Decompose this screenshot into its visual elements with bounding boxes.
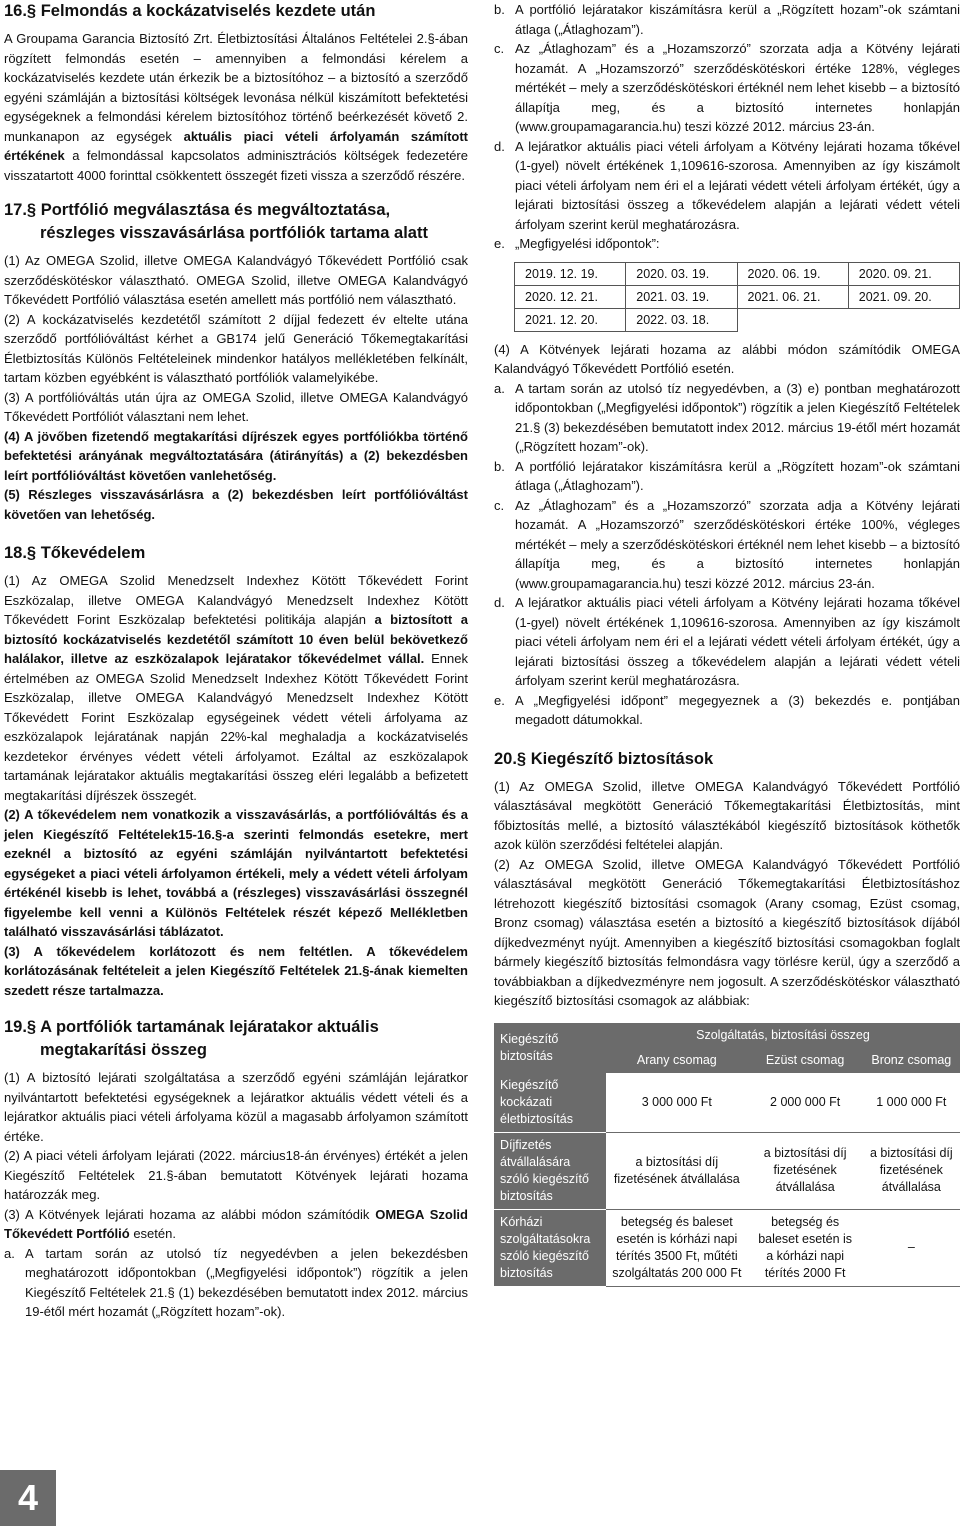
benefit-row-label: Kiegészítő kockázati életbiztosítás	[494, 1073, 606, 1133]
item-text: A lejáratkor aktuális piaci vételi árfolyam a Kötvény lejárati hozama tőkével (1-gyel) növelt értékének 1,109616-szorosa. Amennyiben az így kiszámolt piaci vételi árfolyam nem éri el a lejárati védett vételi árfolyam értékét, úgy a lejárati biztosítási összeg a tőkevédelem alapján a lejárati védett vételi árfolyam szerint kerül meghatározásra.	[515, 138, 960, 232]
dates-row	[515, 308, 960, 331]
item-text: Az „Átlaghozam” és a „Hozamszorzó” szorzata adja a Kötvény lejárati hozamát. A „Hozamszorzó” szerződéskötéskori értéke 128%, végleges mértékét – mely a szerződéskötéskori értéknél nem lehet kisebb – a biztosító állapítja meg, és a biztosító internetes honlapján (www.groupamagarancia.hu) teszi közzé 2012. március 23-án.	[515, 41, 960, 134]
benefit-cell: a biztosítási díj fizetésének átvállalása	[863, 1132, 960, 1209]
benefits-group-header: Szolgáltatás, biztosítási összeg	[606, 1023, 960, 1048]
item-marker: e.	[494, 236, 505, 251]
section-17-title	[4, 199, 468, 245]
benefits-row	[494, 1073, 960, 1133]
date-cell: 2021. 12. 20.	[515, 308, 626, 331]
benefit-cell: a biztosítási díj fizetésének átvállalása	[606, 1132, 748, 1209]
s17-p4: (4) A jövőben fizetendő megtakarítási díjrészek egyes portfóliókba történő befektetési arányának megváltoztatására (átirányítás) a (2) bekezdésben leírt portfólióváltást követően vanlehetőség.	[4, 428, 468, 483]
s17-title-line2: részleges visszavásárlása portfóliók tartama alatt	[40, 224, 428, 242]
item-marker: c.	[494, 497, 505, 513]
s19-p3-b: OMEGA Szolid Tőkevédett Portfólió	[4, 1206, 468, 1241]
package-header-bronz: Bronz csomag	[863, 1048, 960, 1073]
s17-p3: (3) A portfólióváltás után újra az OMEGA Szolid, illetve OMEGA Kalandvágyó Tőkevédett Portfóliót választani nem lehet.	[4, 389, 468, 424]
date-cell: 2019. 12. 19.	[515, 262, 626, 285]
item-marker: e.	[494, 692, 505, 708]
date-cell: 2020. 09. 21.	[848, 262, 959, 285]
date-cell: 2022. 03. 18.	[626, 308, 737, 331]
r1-item-d	[494, 137, 960, 235]
r2-item-d	[494, 593, 960, 691]
r1-item-b	[494, 0, 960, 39]
right-column	[494, 0, 960, 1287]
item-text: A portfólió lejáratakor kiszámításra kerül a „Rögzített hozam”-ok számtani átlaga („Átlaghozam”).	[515, 2, 960, 37]
section-20-title: 20.§ Kiegészítő biztosítások	[494, 749, 714, 768]
section-18-title: 18.§ Tőkevédelem	[4, 544, 146, 562]
s20-p2: (2) Az OMEGA Szolid, illetve OMEGA Kalandvágyó Tőkevédett Portfólió választásával megkötött Generáció Tőkemegtakarítási Életbiztosításhoz létrehozott kiegészítő biztosítási csomagok (Arany csomag, Ezüst csomag, Bronz csomag) választása esetén a biztosító a kiegészítő biztosítások díjából díjkedvezményt nyújt. Amennyiben a kiegészítő biztosítási csomagokban foglalt bármely kiegészítő biztosítás felmondásra vagy törlésre kerül, úgy a szerződő a továbbiakban a díjkedvezményre nem jogosult. A szerződéskötéskor választható kiegészítő biztosítási csomagok az alábbiak:	[494, 856, 960, 1008]
s19-p3-c: esetén.	[133, 1226, 176, 1241]
benefit-row-label: Díjfizetés átvállalására szóló kiegészítő biztosítás	[494, 1132, 606, 1209]
s19-p3	[4, 1205, 468, 1244]
item-text: A portfólió lejáratakor kiszámításra kerül a „Rögzített hozam”-ok számtani átlaga („Átlaghozam”).	[515, 458, 960, 493]
item-marker: d.	[494, 138, 505, 154]
s20-p1: (1) Az OMEGA Szolid, illetve OMEGA Kalandvágyó Tőkevédett Portfólió választásával megkötött Generáció Tőkemegtakarítási Életbiztosítás, mint főbiztosítás mellé, a biztosító választékából kiegészítő biztosítások köthetők azok külön szerződési feltételei alapján.	[494, 778, 960, 852]
item-text: A tartam során az utolsó tíz negyedévben, a (3) e) pontban meghatározott időpontokban („Megfigyelési időpontok”) rögzítik a jelen Kiegészítő Feltételek 21.§ (3) bekezdésében bemutatott index 2012. március 19-étől mért hozamát („Rögzített hozam”-ok).	[515, 380, 960, 454]
r2-item-a	[494, 379, 960, 457]
item-marker: a.	[4, 1245, 15, 1261]
s17-title-line1: 17.§ Portfólió megválasztása és megváltoztatása,	[4, 201, 391, 219]
s19-title-line2: megtakarítási összeg	[40, 1041, 207, 1059]
r2-item-b	[494, 457, 960, 496]
benefits-header-row	[494, 1023, 960, 1048]
s18-p2: (2) A tőkevédelem nem vonatkozik a visszavásárlás, a portfólióváltás és a jelen Kiegészítő Feltételek15-16.§-a szerinti felmondás esetekre, mert ezeknél a biztosító az egyéni számláján nyilvántartott befektetési egységeket a piaci vételi árfolyamon értékeli, mely a védett vételi árfolyam értékénél kisebb is lehet, továbbá a (részleges) visszavásárlási összegnél figyelembe kell venni a Különös Feltételek részét képező Mellékletben található visszavásárlási táblázatot.	[4, 807, 468, 939]
date-cell: 2021. 06. 21.	[737, 285, 848, 308]
r2-item-c	[494, 496, 960, 594]
s19-p2: (2) A piaci vételi árfolyam lejárati (2022. március18-án érvényes) értékét a jelen Kiegészítő Feltételek 21.§-ában bemutatott Kötvények lejárati hozama határozzák meg.	[4, 1148, 468, 1202]
item-marker: a.	[494, 380, 505, 396]
date-cell: 2021. 03. 19.	[626, 285, 737, 308]
benefit-cell: betegség és baleset esetén is kórházi napi térítés 3500 Ft, műtéti szolgáltatás 200 000 Ft	[606, 1209, 748, 1286]
page-number: 4	[0, 1470, 56, 1526]
r1-item-c	[494, 39, 960, 137]
dates-row	[515, 285, 960, 308]
benefits-corner-cell: Kiegészítő biztosítás	[494, 1023, 606, 1073]
section-16-title: 16.§ Felmondás a kockázatviselés kezdete után	[4, 2, 376, 20]
section-16-paragraph	[4, 29, 468, 185]
s17-p2: (2) A kockázatviselés kezdetétől számított 2 díjjal fedezett év eltelte utána szerződő portfólióváltást kérhet a GB174 jelű Generáció Tőkemegtakarítási Életbiztosítás Különös Feltételeinek mindenkor hatályos mellékletében felkínált, tartam közben egyébként is választható portfóliók valamelyikébe.	[4, 311, 468, 385]
item-text: Az „Átlaghozam” és a „Hozamszorzó” szorzata adja a Kötvény lejárati hozamát. A „Hozamszorzó” szerződéskötéskori értéke 100%, végleges mértékét – mely a szerződéskötéskori értéknél nem lehet kisebb – a biztosító állapítja meg, és a biztosító internetes honlapján (www.groupamagarancia.hu) teszi közzé 2012. március 23-án.	[515, 497, 960, 591]
package-header-arany: Arany csomag	[606, 1048, 748, 1073]
date-cell: 2020. 12. 21.	[515, 285, 626, 308]
section-19-title	[4, 1016, 468, 1062]
s16-text-a: A Groupama Garancia Biztosító Zrt. Életbiztosítási Általános Feltételei 2.§-ában rögzített felmondás esetén – amennyiben a felmondási kérelem a kockázatviselés kezdete után érkezik be a biztosítóhoz – a biztosító a szerződő egyéni számláján a biztosítási költségek levonása nélkül kiszámított befektetési egységeknek a felmondási kérelem biztosítóhoz történő beérkezését követő 2. munkanapon az egységek	[4, 31, 468, 144]
s18-p1-a: (1) Az OMEGA Szolid Menedzselt Indexhez Kötött Tőkevédett Forint Eszközalap, illetve OMEGA Kalandvágyó Menedzselt Indexhez Kötött Tőkevédett Forint Eszközalap befektetési politikája alapján	[4, 573, 468, 627]
s16-text-end: a felmondással kapcsolatos adminisztrációs költségek fedezetére visszatartott 4000 forinttal csökkentett összegét fizeti vissza a szerződő részére.	[4, 148, 468, 183]
s19-title-line1: 19.§ A portfóliók tartamának lejáratakor aktuális	[4, 1018, 379, 1036]
date-cell: 2021. 09. 20.	[848, 285, 959, 308]
benefits-row	[494, 1209, 960, 1286]
item-text: „Megfigyelési időpontok”:	[515, 236, 660, 251]
benefit-cell: betegség és baleset esetén is a kórházi napi térítés 2000 Ft	[748, 1209, 863, 1286]
left-column	[4, 0, 468, 1322]
item-text: A „Megfigyelési időpont” megegyeznek a (3) bekezdés e. pontjában megadott dátumokkal.	[515, 692, 960, 727]
benefit-row-label: Kórházi szolgáltatásokra szóló kiegészítő biztosítás	[494, 1209, 606, 1286]
s18-p1-b: a biztosított a biztosító kockázatviselés kezdetétől számított 10 éven belül bekövetkező halálakor, illetve az eszközalapok lejáratakor tőkevédelmet vállal.	[4, 612, 468, 666]
benefit-cell: –	[863, 1209, 960, 1286]
s19-p3-a: (3) A Kötvények lejárati hozama az alábbi módon számítódik	[4, 1206, 370, 1222]
s19-p1: (1) A biztosító lejárati szolgáltatása a szerződő egyéni számláján lejáratkor nyilvántartott befektetési egységeknek a lejáratkor aktuális védett vételi és a lejáratkor aktuális piaci vételi árfolyama közül a magasabb árfolyamon számított értéke.	[4, 1070, 468, 1144]
benefit-cell: 3 000 000 Ft	[606, 1073, 748, 1133]
benefits-table	[494, 1023, 960, 1287]
s19-item-a	[4, 1244, 468, 1322]
item-marker: d.	[494, 595, 505, 610]
package-header-ezust: Ezüst csomag	[748, 1048, 863, 1073]
item-marker: c.	[494, 41, 505, 56]
date-cell: 2020. 03. 19.	[626, 262, 737, 285]
benefits-row	[494, 1132, 960, 1209]
s18-p3: (3) A tőkevédelem korlátozott és nem feltétlen. A tőkevédelem korlátozásának feltételeit a jelen Kiegészítő Feltételek 21.§-ának kiemelten szedett része tartalmazza.	[4, 943, 468, 998]
s18-p1-c: Ennek értelmében az OMEGA Szolid Menedzselt Indexhez Kötött Tőkevédett Forint Eszközalap, illetve OMEGA Kalandvágyó Menedzselt Indexhez Kötött Tőkevédett Forint Eszközalap egységeinek védett vételi árfolyama az eszközalapok lejáratának napján 22%-kal meghaladja a kockázatviselés kezdetekor érvényes védett vételi árfolyamot. Ezáltal az eszközalapok tartamának lejáratakor aktuális megtakarítási összeg eléri legalább a befizetett megtakarítási díjrészek összegét.	[4, 651, 468, 803]
benefit-cell: a biztosítási díj fizetésének átvállalása	[748, 1132, 863, 1209]
r2-item-e	[494, 691, 960, 730]
item-text: A lejáratkor aktuális piaci vételi árfolyam a Kötvény lejárati hozama tőkével (1-gyel) növelt értékének 1,109616-szorosa. Amennyiben az így kiszámolt piaci vételi árfolyam nem éri el a lejárati védett vételi árfolyam értékét, úgy a lejárati biztosítási összeg a tőkevédelem alapján a lejárati védett vételi árfolyam szerint kerül meghatározásra.	[515, 595, 960, 688]
s17-p1: (1) Az OMEGA Szolid, illetve OMEGA Kalandvágyó Tőkevédett Portfólió csak szerződéskötéskor választható. OMEGA Szolid, illetve OMEGA Kalandvágyó Tőkevédett Portfólió választása esetén amellett más portfólió nem választható.	[4, 253, 468, 307]
s16-text-bold: aktuális piaci vételi árfolyamán számított értékének	[4, 128, 468, 163]
s18-p1	[4, 571, 468, 805]
date-cell: 2020. 06. 19.	[737, 262, 848, 285]
item-marker: b.	[494, 458, 505, 474]
observation-dates-table	[514, 262, 960, 332]
item-marker: b.	[494, 2, 505, 17]
benefit-cell: 2 000 000 Ft	[748, 1073, 863, 1133]
r2-p4: (4) A Kötvények lejárati hozama az alábbi módon számítódik OMEGA Kalandvágyó Tőkevédett Portfólió esetén.	[494, 341, 960, 376]
benefit-cell: 1 000 000 Ft	[863, 1073, 960, 1133]
s17-p5: (5) Részleges visszavásárlásra a (2) bekezdésben leírt portfólióváltást követően van lehetőség.	[4, 487, 468, 522]
dates-row	[515, 262, 960, 285]
r1-item-e	[494, 234, 960, 254]
item-text: A tartam során az utolsó tíz negyedévben a jelen bekezdésben meghatározott időpontokban („Megfigyelési időpontok”) rögzítik a jelen Kiegészítő Feltételek 21.§ (1) bekezdésében bemutatott index 2012. március 19-étől mért hozamát („Rögzített hozam”-ok).	[25, 1245, 468, 1319]
